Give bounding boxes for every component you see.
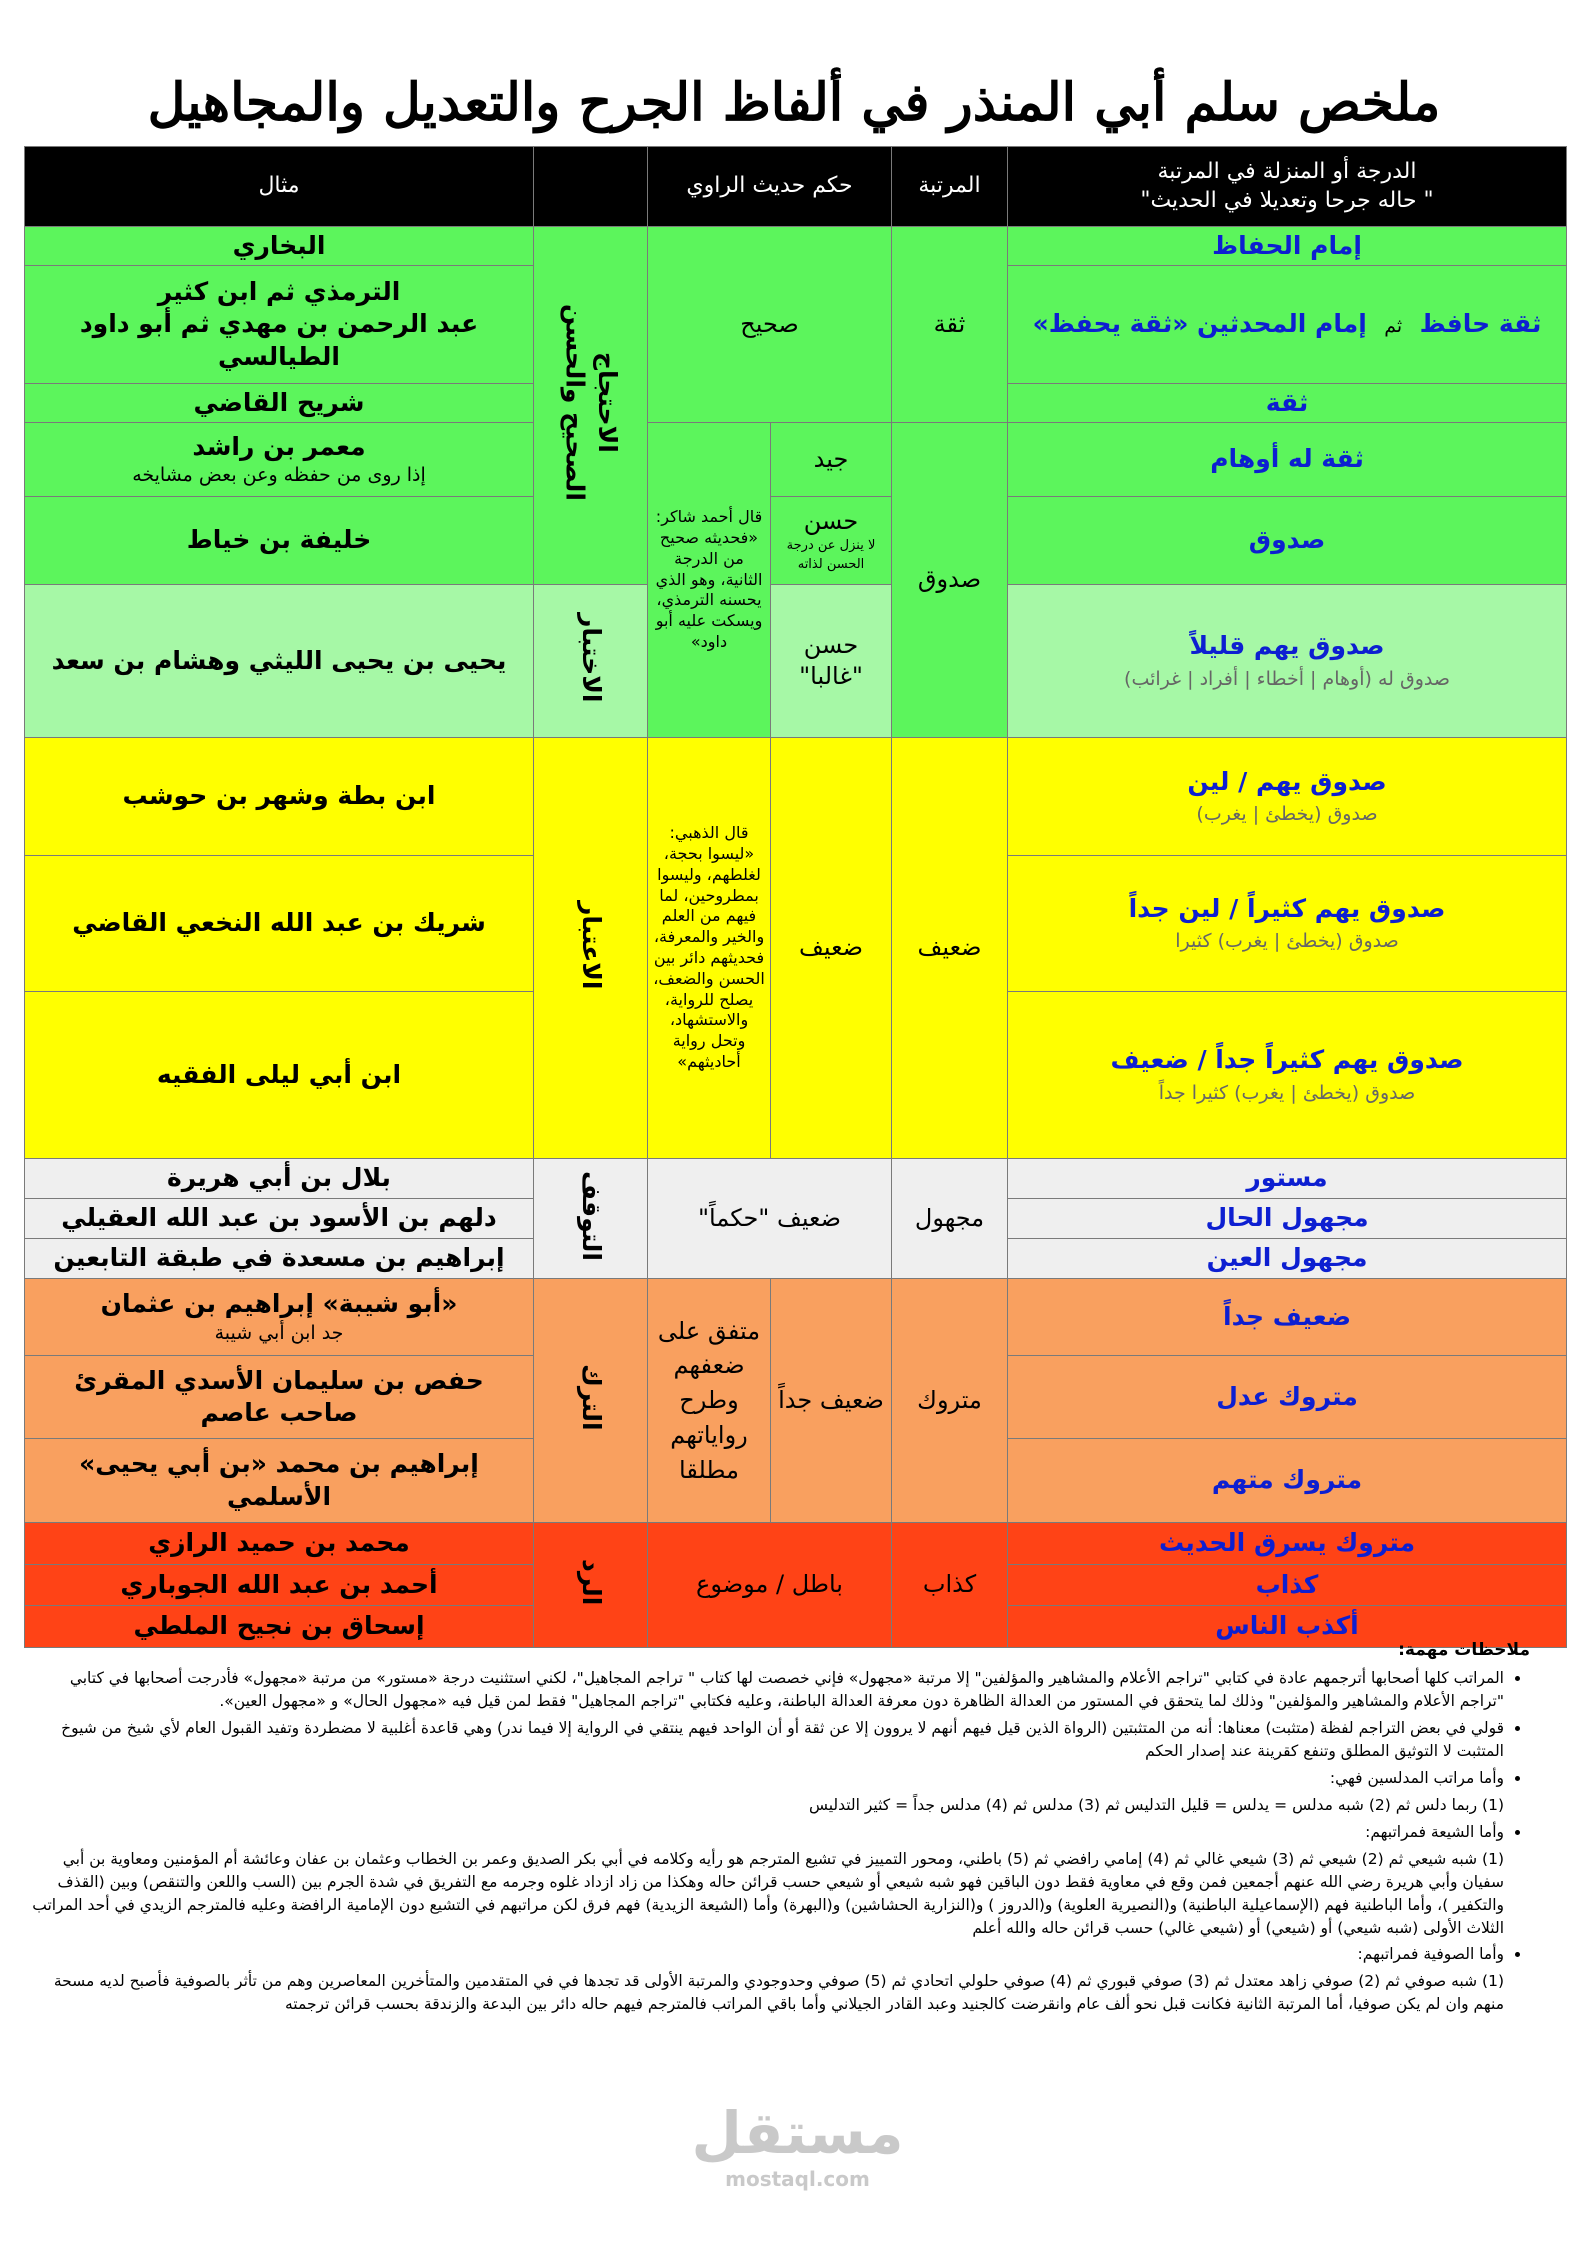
example-cell: أحمد بن عبد الله الجوباري	[25, 1565, 534, 1606]
ruling-cell: حسن لا ينزل عن درجة الحسن لذاته	[771, 497, 892, 585]
category-cell	[534, 1279, 648, 1523]
example-cell: إبراهيم بن محمد «بن أبي يحيى» الأسلمي	[25, 1439, 534, 1523]
degree-cell: ضعيف جداً	[1008, 1279, 1567, 1356]
header-rank: المرتبة	[892, 147, 1008, 227]
note-title: • وأما مراتب المدلسين فهي:	[1329, 1768, 1504, 1787]
example-cell: محمد بن حميد الرازي	[25, 1523, 534, 1565]
rank-cell: كذاب	[892, 1523, 1008, 1648]
header-degree-line1: الدرجة أو المنزلة في المرتبة	[1157, 158, 1417, 184]
category-cell	[534, 585, 648, 738]
header-category	[534, 147, 648, 227]
example-cell: يحيى بن يحيى الليثي وهشام بن سعد	[25, 585, 534, 738]
example-cell: البخاري	[25, 227, 534, 266]
note-body: (1) ربما دلس ثم (2) شبه مدلس = يدلس = قليل التدليس ثم (3) مدلس ثم (4) مدلس جداً = كثير التدليس	[808, 1795, 1504, 1814]
note-item	[30, 1943, 1504, 2016]
example-cell: حفص بن سليمان الأسدي المقرئ صاحب عاصم	[25, 1356, 534, 1439]
degree-cell: صدوق يهم / لين صدوق (يخطئ | يغرب)	[1008, 738, 1567, 856]
category-cell	[534, 738, 648, 1159]
category-cell	[534, 1159, 648, 1279]
ruling-cell: ضعيف	[771, 738, 892, 1159]
category-cell	[534, 227, 648, 585]
ranks-table	[24, 146, 1567, 1648]
example-cell: معمر بن راشد إذا روى من حفظه وعن بعض مشايخه	[25, 423, 534, 497]
header-ruling: حكم حديث الراوي	[648, 147, 892, 227]
table-row	[25, 227, 1567, 266]
header-degree	[1008, 147, 1567, 227]
degree-cell: ثقة حافظ ثم إمام المحدثين «ثقة يحفظ»	[1008, 266, 1567, 384]
note-item: • قولي في بعض التراجم لفظة (متثبت) معناها: أنه من المتثبتين (الرواة الذين قيل فيهم أنهم لا يروون إلا عن ثقة أو أن الواحد فيهم ينتقي في الرواية إلا فيما ندر) وهي قاعدة أغلبية لا مضطردة وتفيد القبول العام لأي شيخ من شيوخ المتثبت لا التوثيق المطلق وتنفع كقرينة عند إصدار الحكم	[30, 1717, 1504, 1763]
notes-list	[30, 1667, 1530, 2016]
ruling-cell: باطل / موضوع	[648, 1523, 892, 1648]
degree-cell: مستور	[1008, 1159, 1567, 1199]
example-cell: ابن بطة وشهر بن حوشب	[25, 738, 534, 856]
degree-cell: متروك متهم	[1008, 1439, 1567, 1523]
category-label: الاختبار	[576, 613, 606, 703]
note-item: • المراتب كلها أصحابها أترجمهم عادة في كتابي "تراجم الأعلام والمشاهير والمؤلفين" إلا مرتبة «مجهول» فإني خصصت لها كتاب " تراجم المجاهيل"، لكني استثنيت درجة «مستور» من مرتبة «مجهول» فأدرجت أصحابها في كتابي "تراجم الأعلام والمشاهير والمؤلفين" وذلك لما يتحقق في المستور من العدالة الظاهرة دون معرفة العدالة الباطنة، وعليه فكتابي "تراجم المجاهيل" فقط لمن قيل فيه «مجهول الحال» و «مجهول العين».	[30, 1667, 1504, 1713]
category-label: الاعتبار	[576, 900, 606, 990]
example-cell: إبراهيم بن مسعدة في طبقة التابعين	[25, 1239, 534, 1279]
ruling-note-cell: قال أحمد شاكر: «فحديثه صحيح من الدرجة الثانية، وهو الذي يحسنه الترمذي، ويسكت عليه أبو داود»	[648, 423, 771, 738]
header-example: مثال	[25, 147, 534, 227]
example-cell: إسحاق بن نجيح الملطي	[25, 1606, 534, 1648]
degree-cell: صدوق	[1008, 497, 1567, 585]
example-cell: شريك بن عبد الله النخعي القاضي	[25, 856, 534, 992]
category-label: الرد	[576, 1558, 606, 1606]
ruling-cell: ضعيف جداً	[771, 1279, 892, 1523]
rank-cell: صدوق	[892, 423, 1008, 738]
degree-cell: متروك عدل	[1008, 1356, 1567, 1439]
degree-cell: صدوق يهم كثيراً جداً / ضعيف صدوق (يخطئ | يغرب) كثيرا جداً	[1008, 992, 1567, 1159]
degree-cell: مجهول الحال	[1008, 1199, 1567, 1239]
header-degree-line2: " حاله جرحا وتعديلا في الحديث"	[1140, 187, 1434, 213]
note-body: (1) شبه شيعي ثم (2) شيعي ثم (3) شيعي غالي ثم (4) إمامي رافضي ثم (5) باطني، ومحور التمييز في تشيع المترجم هو رأيه وكلامه في أبي بكر الصديق وعمر بن الخطاب وعثمان بن عفان وعائشة أم المؤمنين ومعاوية بن أبي سفيان وأبي هريرة رضي الله عنهم أجمعين فمن وقع في معاوية فقط دون الباقين فهو شبه شيعي أو شيعي حسب قرائن حاله وهكذا من زاد ازداد غلوه وجرمه مع التفريق في شدة الجرم بين (السب واللعن والتنقص) وبين (القذف والتكفير )، وأما الباطنية فهم (الإسماعيلية الباطنية) و(النصيرية العلوية) و(الدروز ) و(النزارية الحشاشين) و(البهرة) وأما (الشيعة الزيدية) فهم فرق لكن مراتبهم في التشيع دون الإمامية الرافضة وعليه فالمترجم الزيدي في أحد المراتب الثلاث الأولى (شبه شيعي) أو (شيعي) أو (شيعي غالي) حسب قرائن حاله والله أعلم	[32, 1849, 1504, 1937]
table-row	[25, 738, 1567, 856]
ruling-cell: ضعيف "حكماً"	[648, 1159, 892, 1279]
header-row	[25, 147, 1567, 227]
table-row	[25, 1279, 1567, 1356]
table-row	[25, 585, 1567, 738]
degree-cell: صدوق يهم قليلاً صدوق له (أوهام | أخطاء | أفراد | غرائب)	[1008, 585, 1567, 738]
note-item	[30, 1767, 1504, 1817]
ruling-cell: جيد	[771, 423, 892, 497]
note-item	[30, 1821, 1504, 1940]
note-title: • وأما الشيعة فمراتبهم:	[1365, 1822, 1504, 1841]
watermark-latin: mostaql.com	[725, 2167, 870, 2191]
category-label: الاحتجاج الصحيح والحسن	[560, 304, 622, 502]
degree-cell: إمام الحفاظ	[1008, 227, 1567, 266]
watermark-logo	[690, 2098, 905, 2190]
watermark-arabic: مستقل	[691, 2099, 904, 2167]
ruling-note-cell: متفق على ضعفهم وطرح رواياتهم مطلقا	[648, 1279, 771, 1523]
table-row	[25, 423, 1567, 497]
example-cell: بلال بن أبي هريرة	[25, 1159, 534, 1199]
note-body: (1) شبه صوفي ثم (2) صوفي زاهد معتدل ثم (3) صوفي قبوري ثم (4) صوفي حلولي اتحادي ثم (5) صوفي وحدوجودي والمرتبة الأولى قد تجدها في في المتقدمين والمتأخرين المعاصرين وهم من تأثر بالصوفية فأصبح لديه مسحة منهم وان لم يكن صوفيا، أما المرتبة الثانية فكانت قبل نحو ألف عام وانقرضت كالجنيد وعبد القادر الجيلاني وأما باقي المراتب فالمترجم فيهم حاله دائر بين البدعة والزندقة بحسب قرائن ترجمته	[53, 1972, 1504, 2014]
rank-cell: ثقة	[892, 227, 1008, 423]
degree-cell: أكذب الناس	[1008, 1606, 1567, 1648]
table-row	[25, 1159, 1567, 1199]
notes-section	[30, 1638, 1530, 2020]
degree-cell: ثقة له أوهام	[1008, 423, 1567, 497]
degree-cell: كذاب	[1008, 1565, 1567, 1606]
category-label: الترك	[576, 1364, 606, 1431]
example-cell: «أبو شيبة» إبراهيم بن عثمان جد ابن أبي شيبة	[25, 1279, 534, 1356]
note-title: • وأما الصوفية فمراتبهم:	[1357, 1945, 1504, 1964]
degree-cell: متروك يسرق الحديث	[1008, 1523, 1567, 1565]
rank-cell: مجهول	[892, 1159, 1008, 1279]
ruling-cell: صحيح	[648, 227, 892, 423]
example-cell: الترمذي ثم ابن كثير عبد الرحمن بن مهدي ثم أبو داود الطيالسي	[25, 266, 534, 384]
degree-cell: مجهول العين	[1008, 1239, 1567, 1279]
degree-cell: ثقة	[1008, 384, 1567, 423]
notes-heading: ملاحظات مهمة:	[1398, 1640, 1530, 1660]
category-cell	[534, 1523, 648, 1648]
rank-cell: ضعيف	[892, 738, 1008, 1159]
example-cell: خليفة بن خياط	[25, 497, 534, 585]
degree-cell: صدوق يهم كثيراً / لين جداً صدوق (يخطئ | يغرب) كثيرا	[1008, 856, 1567, 992]
ruling-note-cell: قال الذهبي: «ليسوا بحجة، لغلطهم، وليسوا بمطروحين، لما فيهم من العلم والخير والمعرفة، فحديثهم دائر بين الحسن والضعف، يصلح للرواية، والاستشهاد، وتحل رواية أحاديثهم»	[648, 738, 771, 1159]
example-cell: دلهم بن الأسود بن عبد الله العقيلي	[25, 1199, 534, 1239]
category-label: التوقف	[576, 1170, 606, 1261]
rank-cell: متروك	[892, 1279, 1008, 1523]
example-cell: ابن أبي ليلى الفقيه	[25, 992, 534, 1159]
table-row	[25, 497, 1567, 585]
page-title: ملخص سلم أبي المنذر في ألفاظ الجرح والتعديل والمجاهيل	[147, 72, 1441, 133]
ruling-cell: حسن "غالبا"	[771, 585, 892, 738]
table-row	[25, 1523, 1567, 1565]
example-cell: شريح القاضي	[25, 384, 534, 423]
